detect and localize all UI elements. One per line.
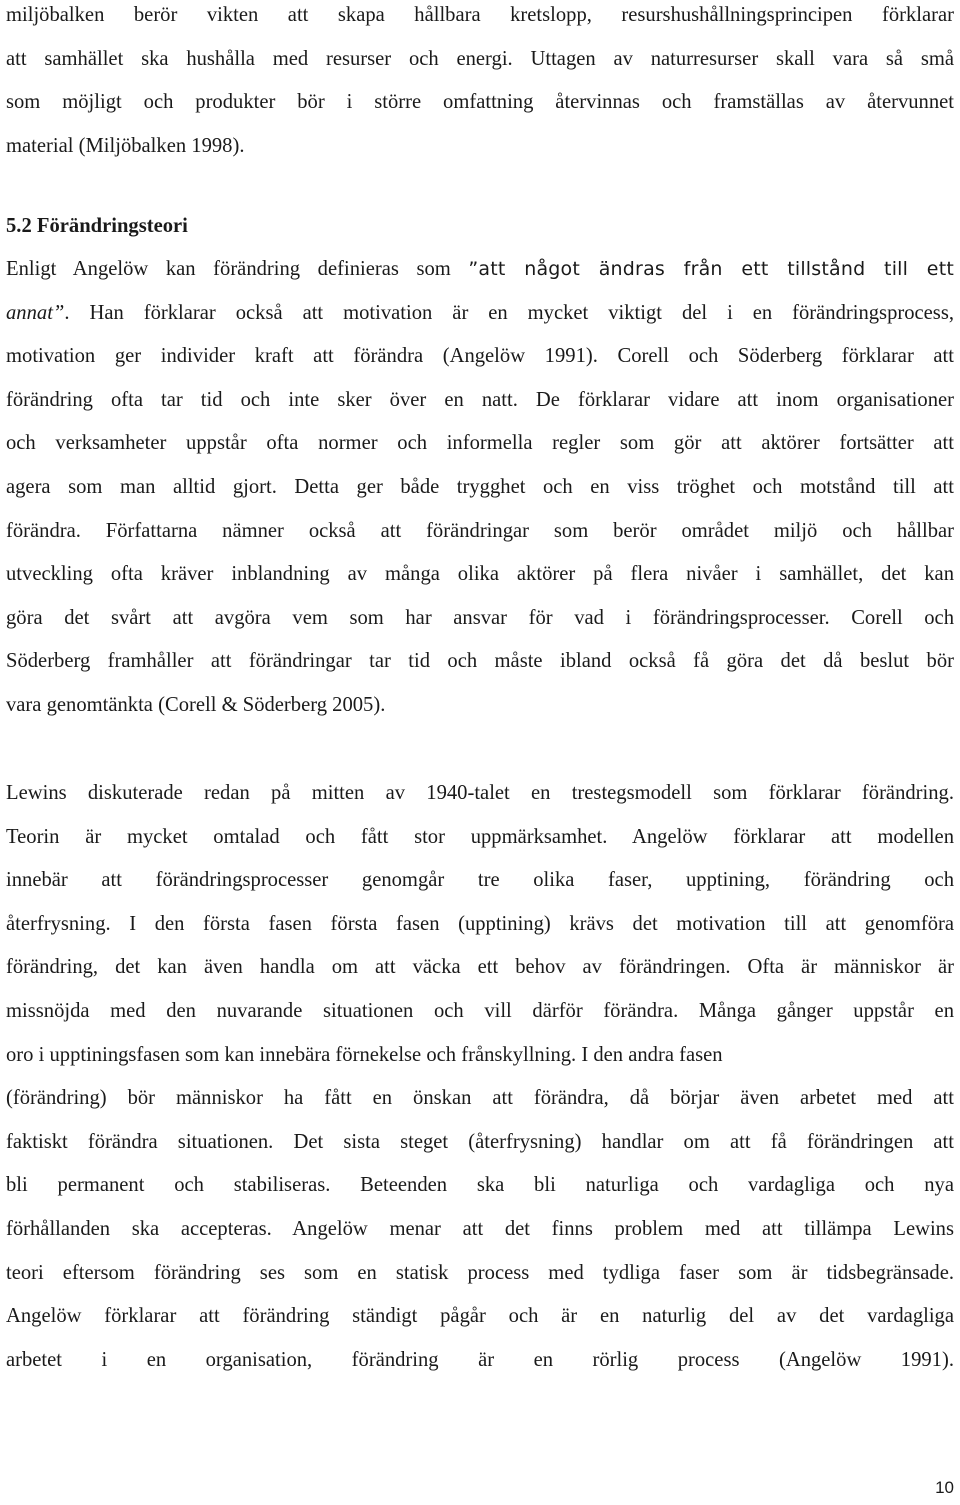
text-line: (förändring) bör människor ha fått en önskan att förändra, då börjar även arbetet med att xyxy=(6,1087,954,1110)
text-line: och verksamheter uppstår ofta normer och informella regler som gör att aktörer fortsätter att xyxy=(6,432,954,455)
text-segment: . Han förklarar också att motivation är en mycket viktigt del i en förändringsprocess, xyxy=(64,301,954,324)
text-line: missnöjda med den nuvarande situationen och vill därför förändra. Många gånger uppstår en xyxy=(6,999,954,1022)
text-line: som möjligt och produkter bör i större omfattning återvinnas och framställas av återvunnet xyxy=(6,91,954,114)
text-line: material (Miljöbalken 1998). xyxy=(6,134,245,157)
section-heading: 5.2 Förändringsteori xyxy=(6,215,188,237)
text-line: miljöbalken berör vikten att skapa hållbara kretslopp, resurshushållningsprincipen förklarar xyxy=(6,4,954,26)
text-line: teori eftersom förändring ses som en statisk process med tydliga faser som är tidsbegränsade. xyxy=(6,1261,954,1284)
text-line: Teorin är mycket omtalad och fått stor uppmärksamhet. Angelöw förklarar att modellen xyxy=(6,825,954,848)
page-number: 10 xyxy=(935,1478,954,1497)
text-line: motivation ger individer kraft att förändra (Angelöw 1991). Corell och Söderberg förklarar att xyxy=(6,345,954,368)
quote-text: ”att något ändras från ett tillstånd till ett xyxy=(468,258,954,280)
paragraph-lewin xyxy=(6,772,954,1382)
paragraph-miljobalken xyxy=(6,0,954,168)
text-line xyxy=(6,292,954,336)
text-line xyxy=(6,248,954,292)
text-line: oro i upptiningsfasen som kan innebära förnekelse och frånskyllning. I den andra fasen xyxy=(6,1043,723,1066)
text-line: utveckling ofta kräver inblandning av många olika aktörer på flera nivåer i samhället, det kan xyxy=(6,563,954,586)
text-line: Lewins diskuterade redan på mitten av 1940-talet en trestegsmodell som förklarar förändring. xyxy=(6,782,954,804)
text-line: agera som man alltid gjort. Detta ger både trygghet och en viss tröghet och motstånd till att xyxy=(6,475,954,498)
text-line: att samhället ska hushålla med resurser och energi. Uttagen av naturresurser skall vara så små xyxy=(6,47,954,70)
text-line: innebär att förändringsprocesser genomgår tre olika faser, upptining, förändring och xyxy=(6,869,954,892)
text-line: faktiskt förändra situationen. Det sista steget (återfrysning) handlar om att få förändringen att xyxy=(6,1130,954,1153)
text-line: förhållanden ska accepteras. Angelöw menar att det finns problem med att tillämpa Lewins xyxy=(6,1217,954,1240)
text-line: förändra. Författarna nämner också att förändringar som berör området miljö och hållbar xyxy=(6,519,954,542)
text-line: arbetet i en organisation, förändring är en rörlig process (Angelöw 1991). xyxy=(6,1348,954,1371)
text-line: bli permanent och stabiliseras. Beteenden ska bli naturliga och vardagliga och nya xyxy=(6,1174,954,1197)
paragraph-forandringsteori xyxy=(6,248,954,728)
text-line: vara genomtänkta (Corell & Söderberg 2005). xyxy=(6,693,386,716)
text-line: Angelöw förklarar att förändring ständigt pågår och är en naturlig del av det vardagliga xyxy=(6,1305,954,1328)
quote-text: annat” xyxy=(6,301,65,324)
text-line: återfrysning. I den första fasen första fasen (upptining) krävs det motivation till att genomföra xyxy=(6,912,954,935)
text-segment: Enligt Angelöw kan förändring definieras som xyxy=(6,258,469,280)
text-line: Söderberg framhåller att förändringar tar tid och måste ibland också få göra det då beslut bör xyxy=(6,650,954,673)
text-line: förändring ofta tar tid och inte sker över en natt. De förklarar vidare att inom organisationer xyxy=(6,388,954,411)
text-line: göra det svårt att avgöra vem som har ansvar för vad i förändringsprocesser. Corell och xyxy=(6,606,954,629)
text-line: förändring, det kan även handla om att väcka ett behov av förändringen. Ofta är människor är xyxy=(6,956,954,979)
